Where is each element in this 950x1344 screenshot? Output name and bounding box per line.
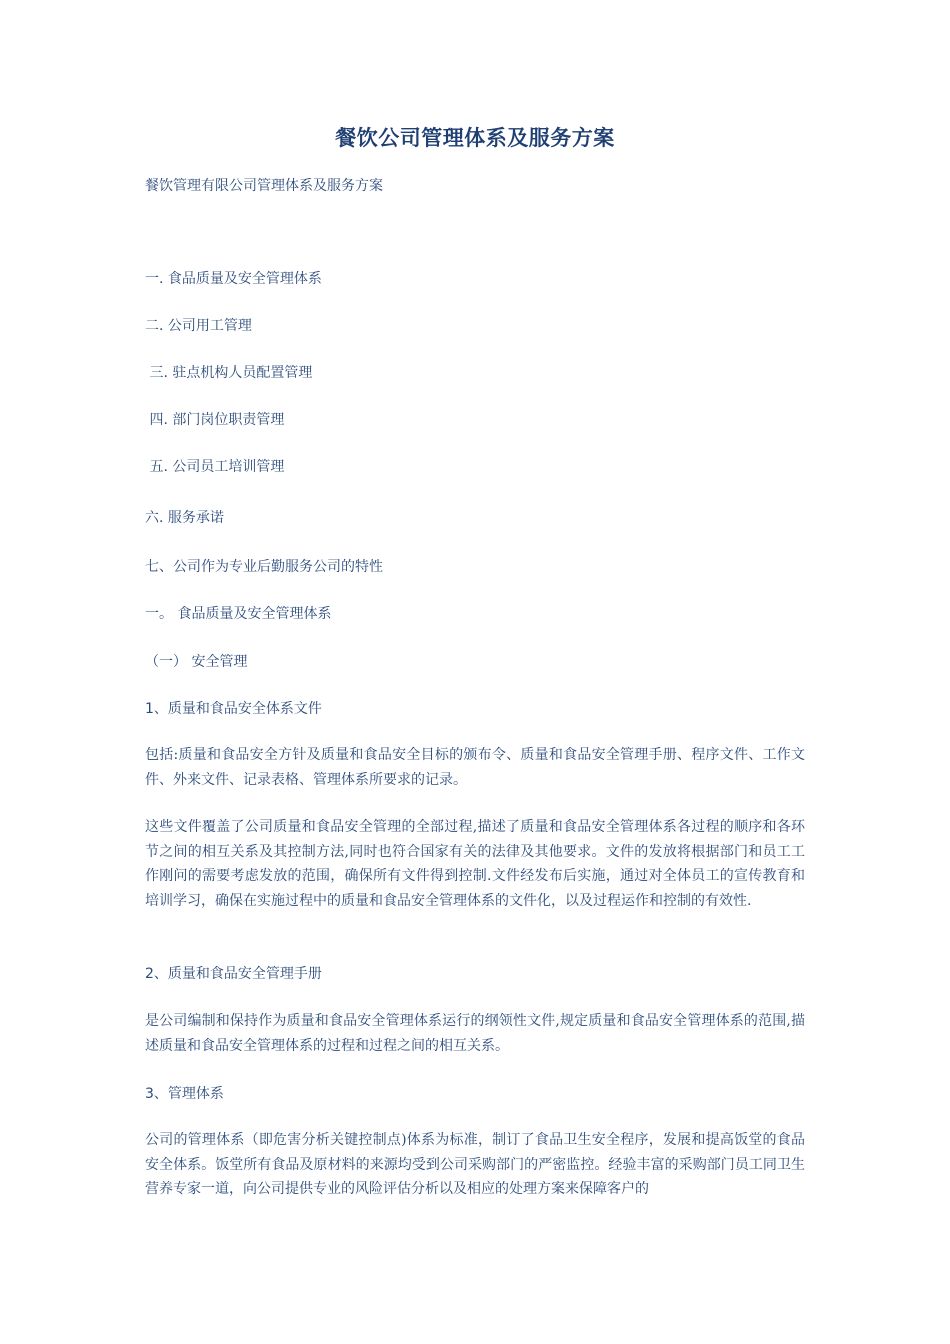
document-subtitle: 餐饮管理有限公司管理体系及服务方案 [145,178,383,194]
document-title: 餐饮公司管理体系及服务方案 [335,125,615,150]
toc-item-3: 三. 驻点机构人员配置管理 [145,365,313,381]
item-2-heading: 2、质量和食品安全管理手册 [145,966,322,982]
item-3-heading: 3、管理体系 [145,1086,224,1102]
item-1-paragraph-1: 包括:质量和食品安全方针及质量和食品安全目标的颁布令、质量和食品安全管理手册、程序文件、工作文件、外来文件、记录表格、管理体系所要求的记录。 [145,747,805,788]
toc-item-1: 一. 食品质量及安全管理体系 [145,271,322,287]
toc-item-2: 二. 公司用工管理 [145,318,252,334]
item-1-paragraph-2: 这些文件覆盖了公司质量和食品安全管理的全部过程,描述了质量和食品安全管理体系各过程的顺序和各环节之间的相互关系及其控制方法,同时也符合国家有关的法律及其他要求。文件的发放将根据部门和员工工作刚问的需要考虑发放的范围，确保所有文件得到控制.文件经发布后实施，通过对全体员工的宣传教育和培训学习，确保在实施过程中的质量和食品安全管理体系的文件化，以及过程运作和控制的有效性. [145,819,805,909]
item-3-paragraph: 公司的管理体系（即危害分析关键控制点)体系为标准，制订了食品卫生安全程序，发展和提高饭堂的食品安全体系。饭堂所有食品及原材料的来源均受到公司采购部门的严密监控。经验丰富的采购部门员工同卫生营养专家一道，向公司提供专业的风险评估分析以及相应的处理方案来保障客户的 [145,1132,805,1197]
item-1-heading: 1、质量和食品安全体系文件 [145,701,322,717]
subsection-heading: （一） 安全管理 [145,654,248,670]
section-heading: 一。 食品质量及安全管理体系 [145,606,332,622]
toc-item-4: 四. 部门岗位职责管理 [145,412,285,428]
toc-item-5: 五. 公司员工培训管理 [145,459,285,475]
item-2-paragraph: 是公司编制和保持作为质量和食品安全管理体系运行的纲领性文件,规定质量和食品安全管理体系的范围,描述质量和食品安全管理体系的过程和过程之间的相互关系。 [145,1013,805,1054]
toc-item-7: 七、公司作为专业后勤服务公司的特性 [145,559,383,575]
toc-item-6: 六. 服务承诺 [145,510,224,526]
